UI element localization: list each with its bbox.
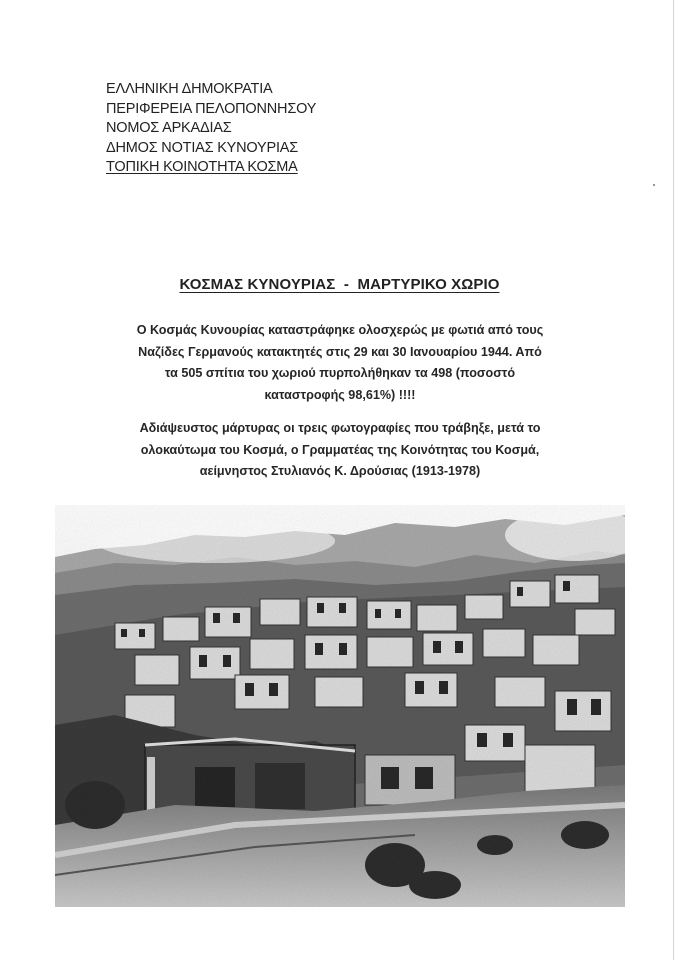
scan-edge-line [673, 0, 674, 960]
letterhead-line-municipality: ΔΗΜΟΣ ΝΟΤΙΑΣ ΚΥΝΟΥΡΙΑΣ [106, 139, 299, 156]
letterhead-line-prefecture: ΝΟΜΟΣ ΑΡΚΑΔΙΑΣ [106, 120, 232, 136]
letterhead [106, 80, 316, 178]
paragraph-line: Ναζίδες Γερμανούς κατακτητές στις 29 και 30 Ιανουαρίου 1944. Από [138, 344, 542, 359]
paragraph-line: καταστροφής 98,61%) !!!! [264, 387, 416, 402]
paragraph-witness [40, 418, 640, 483]
paragraph-line: ολοκαύτωμα του Κοσμά, ο Γραμματέας της Κοινότητας του Κοσμά, [140, 442, 540, 457]
letterhead-line-community: ΤΟΠΙΚΗ ΚΟΙΝΟΤΗΤΑ ΚΟΣΜΑ [106, 159, 298, 175]
letterhead-line-republic: ΕΛΛΗΝΙΚΗ ΔΗΜΟΚΡΑΤΙΑ [106, 81, 273, 97]
scan-speck [653, 184, 655, 186]
letterhead-line-region: ΠΕΡΙΦΕΡΕΙΑ ΠΕΛΟΠΟΝΝΗΣΟΥ [106, 100, 317, 117]
paragraph-line: Ο Κοσμάς Κυνουρίας καταστράφηκε ολοσχερώς με φωτιά από τους [136, 323, 544, 337]
paragraph-line: αείμνηστος Στυλιανός Κ. Δρούσιας (1913-1978) [199, 464, 481, 478]
paragraph-line: τα 505 σπίτια του χωριού πυρπολήθηκαν τα 498 (ποσοστό [164, 366, 516, 380]
page-title: ΚΟΣΜΑΣ ΚΥΝΟΥΡΙΑΣ - ΜΑΡΤΥΡΙΚΟ ΧΩΡΙΟ [179, 276, 500, 293]
village-ruins-photo [55, 505, 625, 907]
paragraph-destruction [40, 320, 640, 406]
paragraph-line: Αδιάψευστος μάρτυρας οι τρεις φωτογραφίες που τράβηξε, μετά το [139, 421, 541, 435]
